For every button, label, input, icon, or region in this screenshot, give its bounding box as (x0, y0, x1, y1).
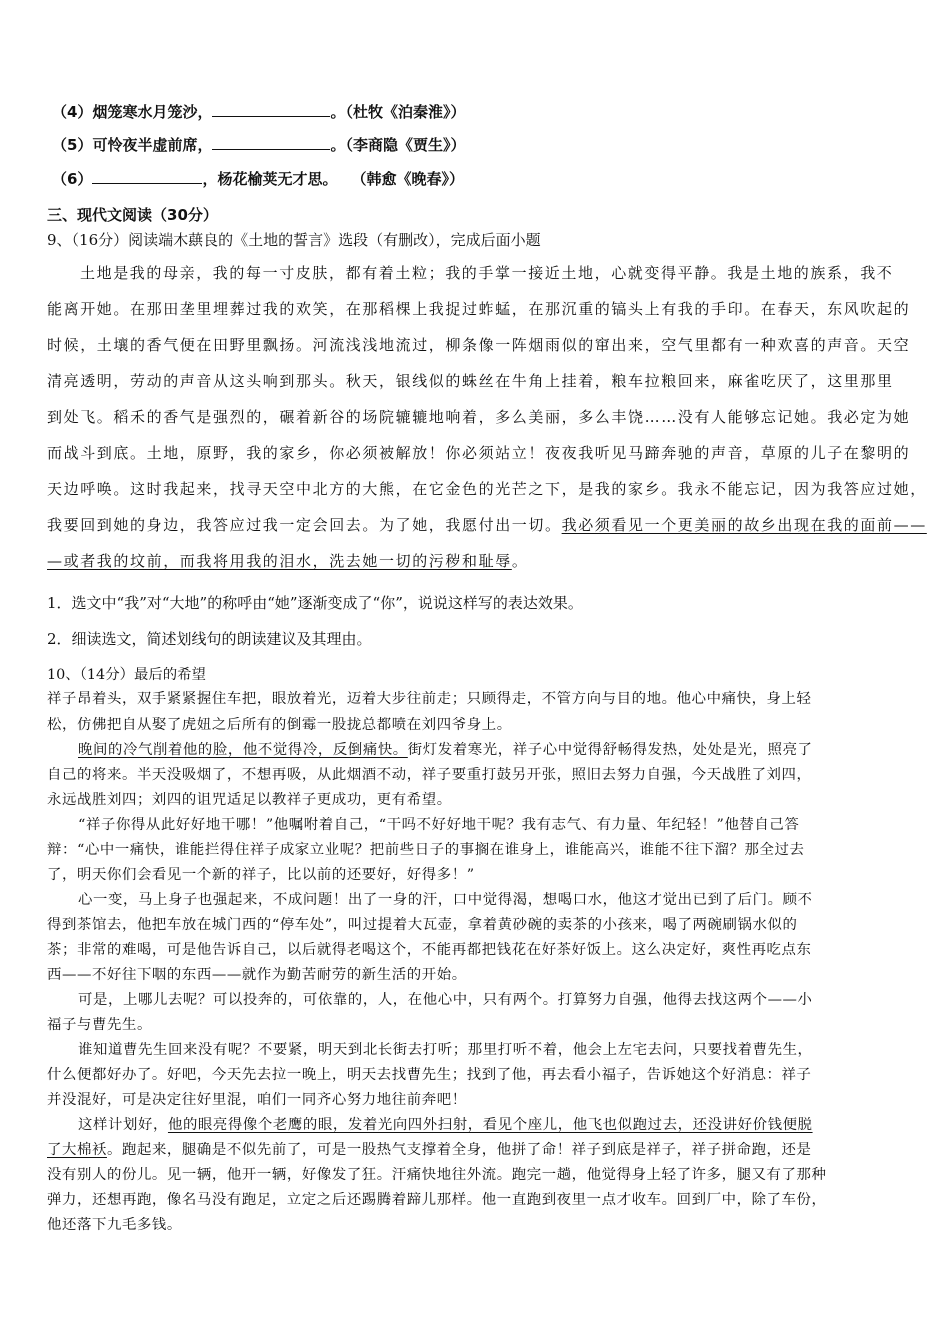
poem-number: （6） (52, 170, 93, 188)
q9-text-line: 而战斗到底。土地，原野，我的家乡，你必须被解放！你必须站立！夜夜我听见马蹄奔驰的声音，草原的儿子在黎明的 (47, 444, 911, 462)
q9-text: 。 (511, 552, 529, 570)
q10-text-line: 辩：“心中一痛快，谁能拦得住祥子成家立业呢？把前些日子的事搁在谁身上，谁能高兴，谁能不往下溜？那全过去 (47, 842, 805, 858)
q10-underlined-sentence: 了大棉袄 (47, 1142, 107, 1158)
q10-text-line: 自己的将来。半天没吸烟了，不想再吸，从此烟酒不动，祥子要重打鼓另开张，照旧去努力自强，今天战胜了刘四， (47, 767, 812, 783)
q10-text-line: 并没混好，可是决定往好里混，咱们一同齐心努力地往前奔吧！ (47, 1092, 467, 1108)
poem-line-6 (52, 168, 464, 189)
q10-text-line: “祥子你得从此好好地干哪！”他嘱咐着自己，“干吗不好好地干呢？我有志气、有力量、年纪轻！”他替自己答 (78, 817, 800, 833)
q9-text-line (47, 550, 528, 571)
q10-text-line: 松，仿佛把自从娶了虎妞之后所有的倒霉一股拢总都喷在刘四爷身上。 (47, 717, 512, 733)
q10-text-line: 茶；非常的难喝，可是他告诉自己，以后就得老喝这个，不能再都把钱花在好茶好饭上。这么决定好，爽性再吃点东 (47, 942, 812, 958)
q10-underlined-sentence: 晚间的冷气削着他的脸，他不觉得冷，反倒痛快。 (78, 742, 408, 758)
poem-source: （韩愈《晚春》） (351, 170, 464, 188)
q9-underlined-sentence: 我必须看见一个更美丽的故乡出现在我的面前—— (561, 516, 927, 534)
q10-text-line: 弹力，还想再跑，像名马没有跑足，立定之后还踢腾着蹄儿那样。他一直跑到夜里一点才收车。回到厂中，除了车份， (47, 1192, 827, 1208)
poem-number: （5） (52, 136, 93, 154)
answer-blank[interactable] (212, 102, 330, 117)
q9-text-line (47, 514, 927, 535)
q10-text-line (78, 738, 813, 759)
q10-text-line (78, 1113, 813, 1134)
q9-text: 我要回到她的身边，我答应过我一定会回去。为了她，我愿付出一切。 (47, 516, 562, 534)
q10-text-line: 他还落下九毛多钱。 (47, 1217, 182, 1233)
q9-text-line: 到处飞。稻禾的香气是强烈的，碾着新谷的场院辘辘地响着，多么美丽，多么丰饶……没有人能够忘记她。我必定为她 (47, 408, 911, 426)
poem-punct: 。 (330, 136, 346, 154)
q10-text-line: 没有别人的份儿。见一辆，他开一辆，好像发了狂。汗痛快地往外流。跑完一趟，他觉得身上轻了许多，腿又有了那种 (47, 1167, 827, 1183)
q9-text-line: 清亮透明，劳动的声音从这头响到那头。秋天，银线似的蛛丝在牛角上挂着，粮车拉粮回来，麻雀吃厌了，这里那里 (47, 372, 894, 390)
q10-text-line: 心一变，马上身子也强起来，不成问题！出了一身的汗，口中觉得渴，想喝口水，他这才觉出已到了后门。顾不 (78, 892, 813, 908)
q10-text: 这样计划好， (78, 1117, 168, 1133)
q10-text-line: 祥子昂着头，双手紧紧握住车把，眼放着光，迈着大步往前走；只顾得走，不管方向与目的地。他心中痛快，身上轻 (47, 691, 812, 707)
answer-blank[interactable] (212, 135, 330, 150)
q9-underlined-sentence: —或者我的坟前，而我将用我的泪水，洗去她一切的污秽和耻辱 (47, 552, 512, 570)
poem-text: ，杨花榆荚无才思。 (202, 170, 338, 188)
q9-question-1: 1．选文中“我”对“大地”的称呼由“她”逐渐变成了“你”，说说这样写的表达效果。 (47, 594, 583, 612)
q10-text: 。跑起来，腿确是不似先前了，可是一股热气支撑着全身，他拼了命！祥子到底是祥子，祥子拼命跑，还是 (106, 1142, 812, 1158)
poem-line-5 (52, 134, 465, 155)
q9-header: 9、（16分）阅读端木蕻良的《土地的誓言》选段（有删改），完成后面小题 (47, 231, 541, 249)
poem-text: 烟笼寒水月笼沙， (92, 103, 213, 121)
q9-text-line: 天边呼唤。这时我起来，找寻天空中北方的大熊，在它金色的光芒之下，是我的家乡。我永不能忘记，因为我答应过她， (47, 480, 927, 498)
poem-source: （杜牧《泊秦淮》） (345, 103, 466, 121)
q9-text-line: 能离开她。在那田垄里埋葬过我的欢笑，在那稻棵上我捉过蚱蜢，在那沉重的镐头上有我的手印。在春天，东风吹起的 (47, 300, 911, 318)
q10-text-line: 得到茶馆去，他把车放在城门西的“停车处”，叫过提着大瓦壶，拿着黄砂碗的卖茶的小孩来，喝了两碗刷锅水似的 (47, 917, 798, 933)
q10-header: 10、（14分）最后的希望 (47, 667, 206, 683)
poem-text: 可怜夜半虚前席， (92, 136, 213, 154)
q10-text-line: 谁知道曹先生回来没有呢？不要紧，明天到北长街去打听；那里打听不着，他会上左宅去问，只要找着曹先生， (78, 1042, 813, 1058)
q10-underlined-sentence: 他的眼亮得像个老鹰的眼，发着光向四外扫射，看见个座儿，他飞也似跑过去，还没讲好价钱便脱 (167, 1117, 813, 1133)
poem-source: （李商隐《贾生》） (345, 136, 466, 154)
poem-line-4 (52, 101, 465, 122)
q10-text: 街灯发着寒光，祥子心中觉得舒畅得发热，处处是光，照亮了 (407, 742, 813, 758)
q10-text-line: 永远战胜刘四；刘四的诅咒适足以教祥子更成功，更有希望。 (47, 792, 452, 808)
q9-text-line: 土地是我的母亲，我的每一寸皮肤，都有着土粒；我的手掌一接近土地，心就变得平静。我是土地的族系，我不 (80, 264, 894, 282)
q10-text-line: 福子与曹先生。 (47, 1017, 152, 1033)
section-title: 三、现代文阅读（30分） (47, 206, 218, 224)
answer-blank[interactable] (92, 169, 202, 184)
q10-text-line: 什么便都好办了。好吧，今天先去拉一晚上，明天去找曹先生；找到了他，再去看小福子，告诉她这个好消息：祥子 (47, 1067, 812, 1083)
poem-punct: 。 (330, 103, 346, 121)
poem-number: （4） (52, 103, 93, 121)
q10-text-line: 了，明天你们会看见一个新的祥子，比以前的还要好，好得多！” (47, 867, 475, 883)
q10-text-line: 西——不好往下咽的东西——就作为勤苦耐劳的新生活的开始。 (47, 967, 467, 983)
q10-text-line: 可是，上哪儿去呢？可以投奔的，可依靠的，人，在他心中，只有两个。打算努力自强，他得去找这两个——小 (78, 992, 813, 1008)
q10-text-line (47, 1138, 812, 1159)
q9-question-2: 2．细读选文，简述划线句的朗读建议及其理由。 (47, 630, 372, 648)
q9-text-line: 时候，土壤的香气便在田野里飘扬。河流浅浅地流过，柳条像一阵烟雨似的窜出来，空气里都有一种欢喜的声音。天空 (47, 336, 911, 354)
